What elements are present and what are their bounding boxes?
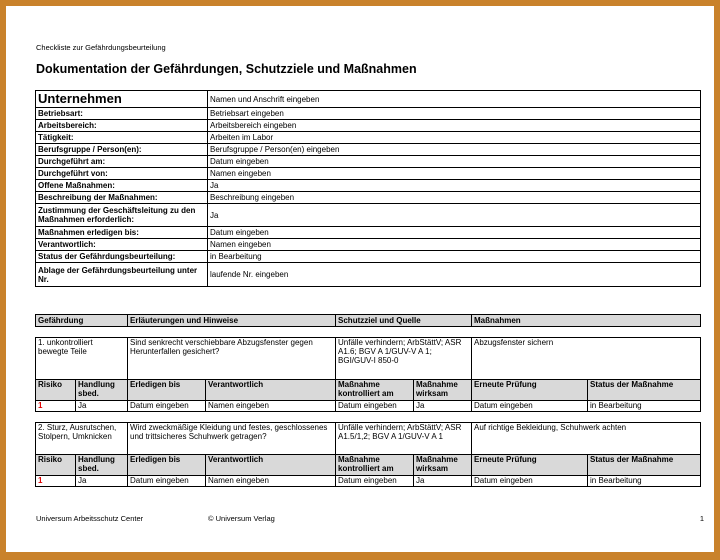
info-label: Durchgeführt von: xyxy=(36,168,208,180)
verantwortlich-value[interactable]: Namen eingeben xyxy=(206,476,336,487)
info-row xyxy=(36,204,701,227)
info-value[interactable]: in Bearbeitung xyxy=(208,251,701,263)
info-value[interactable]: Ja xyxy=(208,180,701,192)
info-row xyxy=(36,91,701,108)
header-massnahmen: Maßnahmen xyxy=(472,315,701,327)
hazard-table xyxy=(35,314,701,487)
info-label: Tätigkeit: xyxy=(36,132,208,144)
info-label: Verantwortlich: xyxy=(36,239,208,251)
info-label: Arbeitsbereich: xyxy=(36,120,208,132)
info-label: Unternehmen xyxy=(36,91,208,108)
info-value[interactable]: Arbeiten im Labor xyxy=(208,132,701,144)
hazard-row xyxy=(36,423,701,455)
info-label: Betriebsart: xyxy=(36,108,208,120)
info-value[interactable]: laufende Nr. eingeben xyxy=(208,263,701,287)
footer-publisher: Universum Arbeitsschutz Center xyxy=(36,514,144,523)
info-label: Status der Gefährdungsbeurteilung: xyxy=(36,251,208,263)
document-label: Checkliste zur Gefährdungsbeurteilung xyxy=(36,43,166,52)
header-gefaehrdung: Gefährdung xyxy=(36,315,128,327)
info-row xyxy=(36,132,701,144)
subheader-status: Status der Maßnahme xyxy=(588,380,701,401)
subheader-handlungsbed: Handlung sbed. xyxy=(76,455,128,476)
hazard-massnahme[interactable]: Auf richtige Bekleidung, Schuhwerk achten xyxy=(472,423,701,455)
hazard-schutzziel[interactable]: Unfälle verhindern; ArbStättV; ASR A1.5/1,2; BGV A 1/GUV-V A 1 xyxy=(336,423,472,455)
info-value[interactable]: Datum eingeben xyxy=(208,156,701,168)
hazard-subheader-row xyxy=(36,455,701,476)
subheader-handlungsbed: Handlung sbed. xyxy=(76,380,128,401)
info-row xyxy=(36,144,701,156)
info-row xyxy=(36,251,701,263)
info-value[interactable]: Beschreibung eingeben xyxy=(208,192,701,204)
info-row xyxy=(36,168,701,180)
subheader-risiko: Risiko xyxy=(36,380,76,401)
subheader-kontrolliert: Maßnahme kontrolliert am xyxy=(336,380,414,401)
company-info-table xyxy=(35,90,701,287)
footer-copyright: © Universum Verlag xyxy=(208,514,275,523)
erledigen-value[interactable]: Datum eingeben xyxy=(128,401,206,412)
info-label: Ablage der Gefährdungsbeurteilung unter Nr. xyxy=(36,263,208,287)
subheader-wirksam: Maßnahme wirksam xyxy=(414,455,472,476)
document-title: Dokumentation der Gefährdungen, Schutzziele und Maßnahmen xyxy=(36,62,417,76)
info-row xyxy=(36,180,701,192)
info-value[interactable]: Berufsgruppe / Person(en) eingeben xyxy=(208,144,701,156)
status-value[interactable]: in Bearbeitung xyxy=(588,401,701,412)
info-value[interactable]: Betriebsart eingeben xyxy=(208,108,701,120)
hazard-values-row xyxy=(36,476,701,487)
info-row xyxy=(36,108,701,120)
subheader-risiko: Risiko xyxy=(36,455,76,476)
pruefung-value[interactable]: Datum eingeben xyxy=(472,476,588,487)
handlung-value[interactable]: Ja xyxy=(76,401,128,412)
hazard-massnahme[interactable]: Abzugsfenster sichern xyxy=(472,338,701,380)
subheader-erledigen-bis: Erledigen bis xyxy=(128,455,206,476)
info-label: Berufsgruppe / Person(en): xyxy=(36,144,208,156)
subheader-verantwortlich: Verantwortlich xyxy=(206,380,336,401)
subheader-erledigen-bis: Erledigen bis xyxy=(128,380,206,401)
subheader-wirksam: Maßnahme wirksam xyxy=(414,380,472,401)
header-erlaeuterungen: Erläuterungen und Hinweise xyxy=(128,315,336,327)
info-value[interactable]: Datum eingeben xyxy=(208,227,701,239)
subheader-verantwortlich: Verantwortlich xyxy=(206,455,336,476)
kontrolliert-value[interactable]: Datum eingeben xyxy=(336,401,414,412)
subheader-status: Status der Maßnahme xyxy=(588,455,701,476)
info-row xyxy=(36,192,701,204)
hazard-erlaeuterung[interactable]: Sind senkrecht verschiebbare Abzugsfenster gegen Herunterfallen gesichert? xyxy=(128,338,336,380)
subheader-kontrolliert: Maßnahme kontrolliert am xyxy=(336,455,414,476)
info-row xyxy=(36,227,701,239)
wirksam-value[interactable]: Ja xyxy=(414,401,472,412)
hazard-gefaehrdung[interactable]: 1. unkontrolliert bewegte Teile xyxy=(36,338,128,380)
info-label: Durchgeführt am: xyxy=(36,156,208,168)
subheader-erneute-pruefung: Erneute Prüfung xyxy=(472,380,588,401)
risk-value[interactable]: 1 xyxy=(36,401,76,412)
info-row xyxy=(36,156,701,168)
info-label: Zustimmung der Geschäftsleitung zu den Maßnahmen erforderlich: xyxy=(36,204,208,227)
hazard-gefaehrdung[interactable]: 2. Sturz, Ausrutschen, Stolpern, Umknicken xyxy=(36,423,128,455)
subheader-erneute-pruefung: Erneute Prüfung xyxy=(472,455,588,476)
wirksam-value[interactable]: Ja xyxy=(414,476,472,487)
info-value[interactable]: Namen eingeben xyxy=(208,168,701,180)
info-value[interactable]: Ja xyxy=(208,204,701,227)
document-page xyxy=(6,6,714,552)
hazard-row xyxy=(36,338,701,380)
erledigen-value[interactable]: Datum eingeben xyxy=(128,476,206,487)
info-value[interactable]: Namen eingeben xyxy=(208,239,701,251)
info-row xyxy=(36,239,701,251)
info-value[interactable]: Namen und Anschrift eingeben xyxy=(208,91,701,108)
hazard-values-row xyxy=(36,401,701,412)
pruefung-value[interactable]: Datum eingeben xyxy=(472,401,588,412)
info-label: Offene Maßnahmen: xyxy=(36,180,208,192)
info-row xyxy=(36,263,701,287)
info-row xyxy=(36,120,701,132)
risk-value[interactable]: 1 xyxy=(36,476,76,487)
hazard-erlaeuterung[interactable]: Wird zweckmäßige Kleidung und festes, geschlossenes und trittsicheres Schuhwerk getragen? xyxy=(128,423,336,455)
header-schutzziel: Schutzziel und Quelle xyxy=(336,315,472,327)
handlung-value[interactable]: Ja xyxy=(76,476,128,487)
hazard-header-row xyxy=(36,315,701,327)
kontrolliert-value[interactable]: Datum eingeben xyxy=(336,476,414,487)
info-label: Maßnahmen erledigen bis: xyxy=(36,227,208,239)
page-number: 1 xyxy=(699,514,704,523)
hazard-subheader-row xyxy=(36,380,701,401)
status-value[interactable]: in Bearbeitung xyxy=(588,476,701,487)
hazard-schutzziel[interactable]: Unfälle verhindern; ArbStättV; ASR A1.6; BGV A 1/GUV-V A 1; BGI/GUV-I 850-0 xyxy=(336,338,472,380)
info-value[interactable]: Arbeitsbereich eingeben xyxy=(208,120,701,132)
verantwortlich-value[interactable]: Namen eingeben xyxy=(206,401,336,412)
info-label: Beschreibung der Maßnahmen: xyxy=(36,192,208,204)
